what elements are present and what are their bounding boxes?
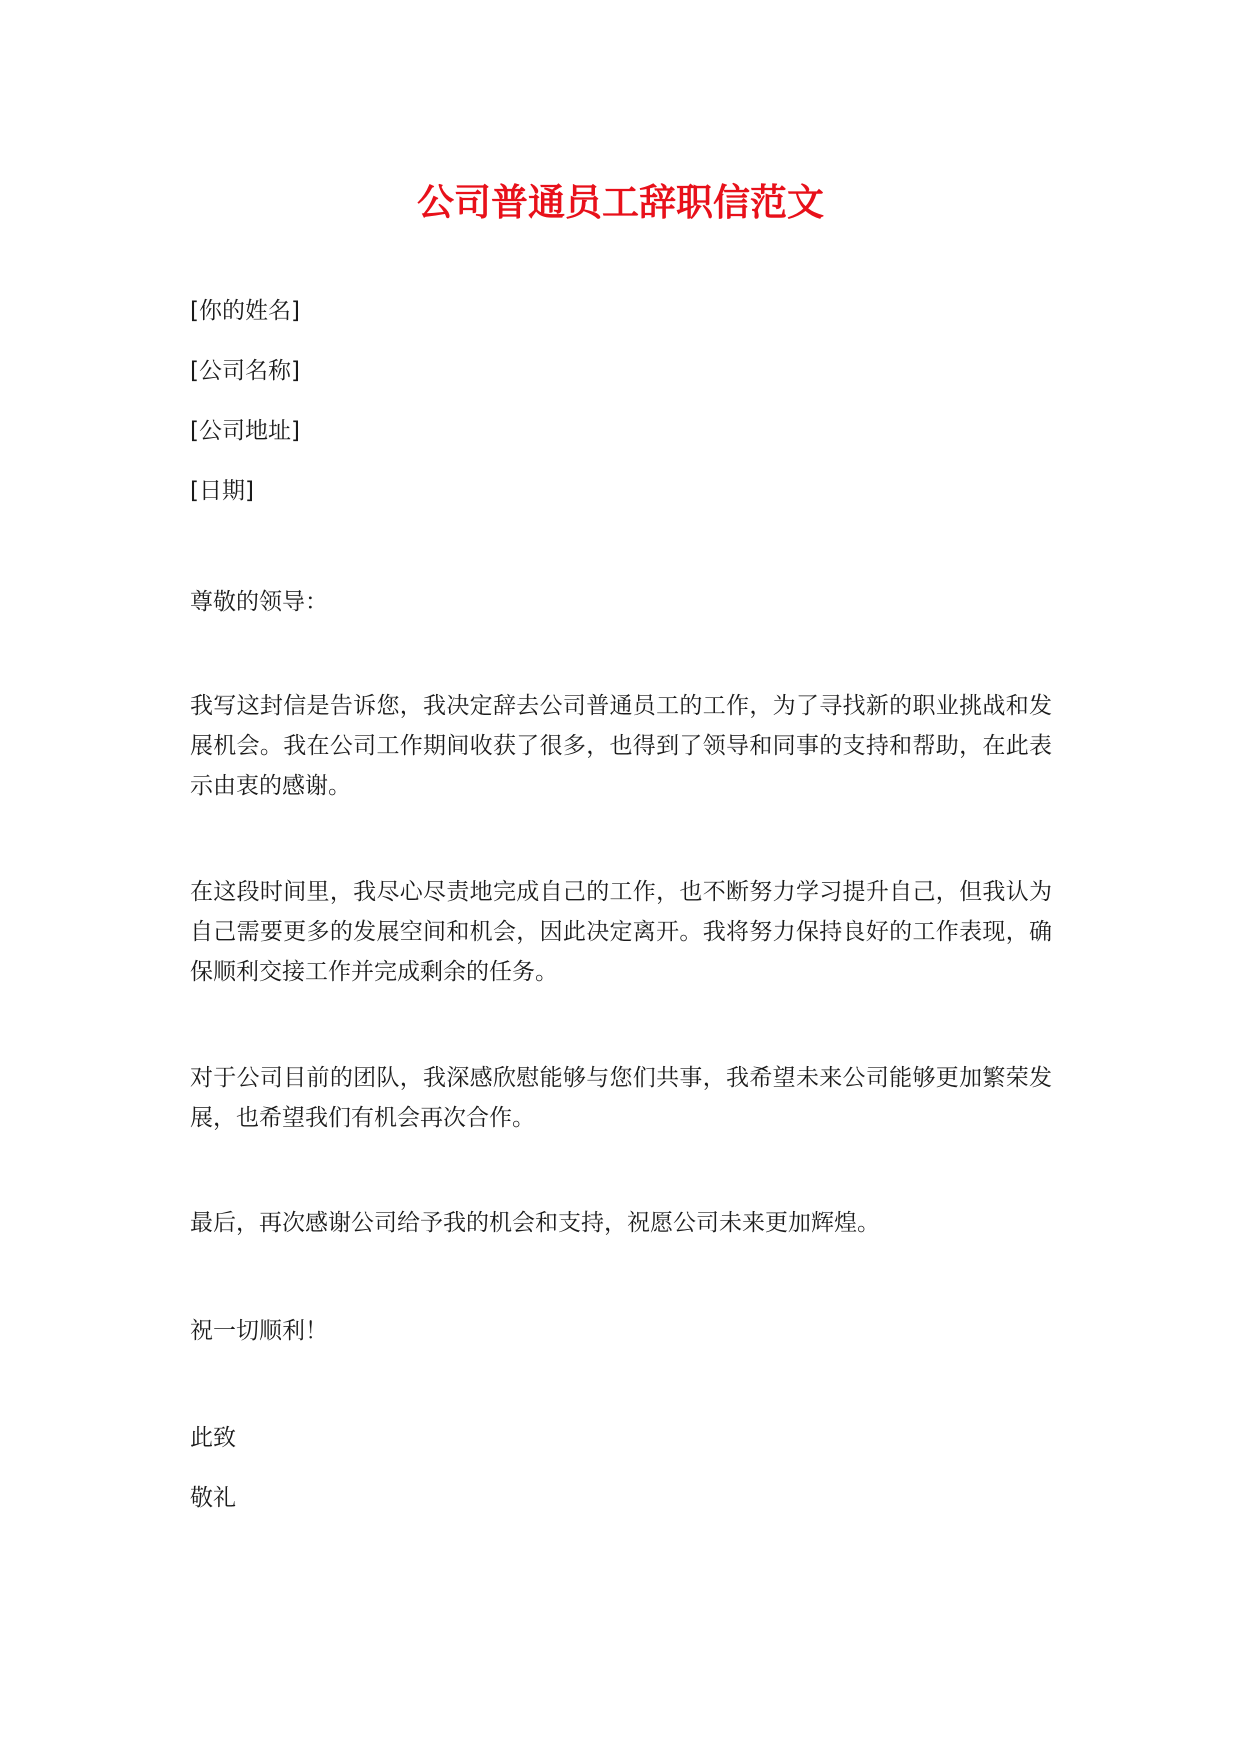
closing-line-2: 敬礼 [190, 1485, 236, 1511]
closing-line-1: 此致 [190, 1425, 236, 1451]
field-company-name: [公司名称] [190, 358, 300, 384]
salutation: 尊敬的领导： [190, 589, 328, 615]
closing-wish: 祝一切顺利！ [190, 1318, 328, 1344]
field-company-address: [公司地址] [190, 418, 300, 444]
field-date: [日期] [190, 478, 254, 504]
paragraph-2: 在这段时间里，我尽心尽责地完成自己的工作，也不断努力学习提升自己，但我认为自己需要更多的发展空间和机会，因此决定离开。我将努力保持良好的工作表现，确保顺利交接工作并完成剩余的任务。 [190, 879, 1052, 985]
paragraph-3: 对于公司目前的团队，我深感欣慰能够与您们共事，我希望未来公司能够更加繁荣发展，也希望我们有机会再次合作。 [190, 1065, 1052, 1131]
paragraph-4: 最后，再次感谢公司给予我的机会和支持，祝愿公司未来更加辉煌。 [190, 1210, 880, 1236]
document-title: 公司普通员工辞职信范文 [417, 181, 824, 224]
field-name: [你的姓名] [190, 298, 300, 324]
paragraph-1: 我写这封信是告诉您，我决定辞去公司普通员工的工作，为了寻找新的职业挑战和发展机会。我在公司工作期间收获了很多，也得到了领导和同事的支持和帮助，在此表示由衷的感谢。 [190, 693, 1052, 799]
